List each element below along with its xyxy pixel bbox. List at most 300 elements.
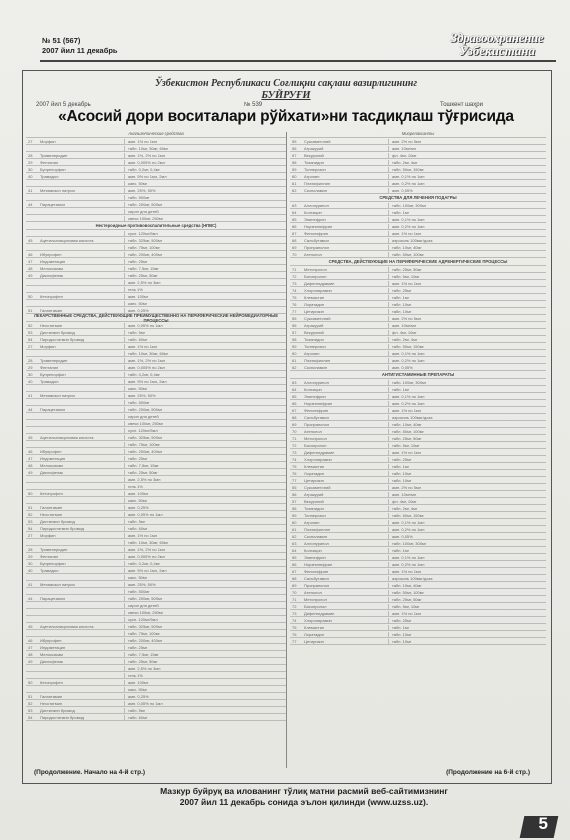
drug-form: табл. 100мг, 300мг (388, 203, 546, 208)
row-number: 74 (292, 287, 297, 293)
table-row (26, 385, 286, 392)
drug-name: Морфин (40, 532, 56, 538)
drug-name: Норэпинефрин (304, 400, 333, 406)
drug-name: Векуроний (304, 152, 324, 158)
table-row (26, 413, 286, 420)
row-number: 46 (28, 637, 33, 643)
drug-form: амп. 0,05% (388, 365, 546, 370)
row-number: 41 (28, 187, 33, 193)
table-row (290, 442, 546, 449)
row-number: 70 (292, 251, 297, 257)
drug-form: табл. 5мг (124, 519, 286, 524)
drug-form: амп. 0,2% по 1мл (388, 224, 546, 229)
drug-form: аэрозоль 100мкг/доза (388, 415, 546, 420)
drug-form: свечи 100мг, 250мг (124, 610, 286, 615)
drug-form: амп. 5% по 1мл, 2мл (124, 568, 286, 573)
row-number: 40 (28, 173, 33, 179)
drug-form: амп. 1% по 1мл (124, 533, 286, 538)
footer-notice (120, 786, 488, 808)
drug-form: табл. 10мг (388, 478, 546, 483)
drug-form: амп. 1%, 2% по 1мл (124, 547, 286, 552)
drug-form: амп. 100мг (124, 491, 286, 496)
section-heading: ЛЕКАРСТВЕННЫЕ СРЕДСТВА, ДЕЙСТВУЮЩИЕ ПРЕИМУЩЕСТВЕННО НА ПЕРИФЕРИЧЕСКИЕ НЕЙРОМЕДИАТОРНЫЕ ПРОЦЕССЫ (26, 314, 286, 322)
drug-form: амп. 0,2% по 1мл (388, 527, 546, 532)
drug-form: амп. 0,005% по 2мл (124, 160, 286, 165)
row-number: 30 (28, 166, 33, 172)
table-row (290, 484, 546, 491)
drug-form: табл. 0,2мг, 0,4мг (124, 372, 286, 377)
drug-form: табл. 500мг (124, 195, 286, 200)
table-row (26, 180, 286, 187)
drug-name: Бупренорфин (40, 560, 66, 566)
drug-form: табл. 5мг, 10мг (388, 604, 546, 609)
drug-form: амп. 1% по 1мл (388, 611, 546, 616)
table-row (26, 595, 286, 602)
drug-name: Цетиризин (304, 308, 324, 314)
drug-form: табл. 10мг, 40мг (388, 245, 546, 250)
row-number: 65 (292, 393, 297, 399)
table-row (290, 301, 546, 308)
drug-name: Фентанил (40, 159, 59, 165)
table-row (26, 336, 286, 343)
table-row (290, 617, 546, 624)
table-row (290, 435, 546, 442)
drug-name: Диклофенак (40, 658, 64, 664)
drug-name: Лоратадин (304, 631, 324, 637)
table-row (290, 230, 546, 237)
drug-form: амп. 10мг/мл (388, 492, 546, 497)
drug-name: Фентанил (40, 364, 59, 370)
row-number: 53 (28, 518, 33, 524)
row-number: 52 (28, 700, 33, 706)
table-row (290, 610, 546, 617)
table-row (26, 455, 286, 462)
row-number: 46 (28, 448, 33, 454)
drug-form: гель 1% (124, 287, 286, 292)
drug-form: табл. 5мг (124, 708, 286, 713)
drug-form: амп. 0,05% по 1мл (124, 701, 286, 706)
newspaper-logo (434, 30, 560, 59)
table-row (290, 456, 546, 463)
drug-form: табл. 25мг, 50мг (124, 273, 286, 278)
drug-form: табл. 10мг, 40мг (388, 583, 546, 588)
drug-form: амп. 2% по 5мл (388, 316, 546, 321)
table-row (26, 244, 286, 251)
drug-name: Норэпинефрин (304, 223, 333, 229)
drug-form: табл. 200мг, 500мг (124, 407, 286, 412)
footer-line-2: 2007 йил 11 декабрь сонида эълон қилинди (www.uzss.uz). (179, 797, 429, 807)
table-row (26, 630, 286, 637)
row-number: 56 (292, 491, 297, 497)
table-row (26, 329, 286, 336)
row-number: 46 (28, 251, 33, 257)
row-number: 53 (28, 329, 33, 335)
table-row (290, 533, 546, 540)
row-number: 49 (28, 469, 33, 475)
left-drug-table (26, 130, 286, 721)
drug-form: табл. 0,2мг, 0,4мг (124, 167, 286, 172)
table-row (26, 448, 286, 455)
drug-form: табл. 50мг, 100мг (388, 252, 546, 257)
table-row (290, 512, 546, 519)
drug-form: гель 1% (124, 484, 286, 489)
drug-name: Дистигмин бромид (40, 518, 75, 524)
row-number: 68 (292, 414, 297, 420)
drug-name: Скополамин (304, 187, 327, 193)
row-number: 70 (292, 589, 297, 595)
table-row (26, 406, 286, 413)
table-row (290, 428, 546, 435)
row-number: 53 (28, 707, 33, 713)
drug-form: капс. 50мг (124, 687, 286, 692)
drug-name: Кетопрофен (40, 490, 63, 496)
drug-form: капс. 50мг (124, 386, 286, 391)
drug-form: табл. 25мг, 50мг (124, 470, 286, 475)
document-title: «Асосий дори воситалари рўйхати»ни тасдиқлаш тўғрисида (58, 108, 514, 125)
row-number: 29 (28, 553, 33, 559)
drug-form: амп. 0,1% по 1мл (388, 217, 546, 222)
row-number: 59 (292, 166, 297, 172)
table-row (26, 616, 286, 623)
drug-name: Ацетилсалициловая кислота (40, 237, 94, 243)
table-row (290, 393, 546, 400)
row-number: 59 (292, 512, 297, 518)
row-number: 66 (292, 561, 297, 567)
drug-name: Клемастин (304, 624, 325, 630)
table-row (26, 497, 286, 504)
drug-form: амп. 2,5% по 3мл (124, 666, 286, 671)
drug-form: табл. 60мг (124, 526, 286, 531)
page-number: 5 (538, 814, 548, 833)
drug-name: Пропранолол (304, 582, 330, 588)
drug-form: табл. 1мг (388, 387, 546, 392)
drug-form: табл. 25мг, 50мг (124, 659, 286, 664)
drug-form: фл. 4мг, 10мг (388, 153, 546, 158)
drug-name: Суксаметоний (304, 315, 331, 321)
drug-form: капс. 50мг (124, 301, 286, 306)
drug-form: табл. 500мг (124, 400, 286, 405)
table-row (290, 414, 546, 421)
row-number: 64 (292, 547, 297, 553)
table-row (26, 546, 286, 553)
section-heading: СРЕДСТВА, ДЕЙСТВУЮЩИЕ НА ПЕРИФЕРИЧЕСКИЕ АДРЕНЕРГИЧЕСКИЕ ПРОЦЕССЫ (290, 258, 546, 266)
issue-number: № 51 (567) (42, 36, 81, 45)
table-row (290, 145, 546, 152)
table-row (290, 379, 546, 386)
table-row (290, 350, 546, 357)
table-row (290, 421, 546, 428)
row-number: 65 (292, 216, 297, 222)
drug-name: Парацетамол (40, 406, 66, 412)
table-row (26, 272, 286, 279)
drug-name: Колхицин (304, 209, 322, 215)
table-row (290, 159, 546, 166)
row-number: 73 (292, 280, 297, 286)
drug-form: амп. 1% по 1мл (388, 231, 546, 236)
drug-form: табл. 10мг (388, 309, 546, 314)
table-row (290, 491, 546, 498)
table-row (26, 251, 286, 258)
table-row (26, 159, 286, 166)
table-row (26, 714, 286, 721)
row-number: 59 (292, 343, 297, 349)
table-row (26, 265, 286, 272)
drug-form: амп. 1% по 1мл (388, 569, 546, 574)
drug-name: Тримеперидин (40, 546, 68, 552)
table-row (290, 138, 546, 145)
drug-form: табл. 10мг, 30мг, 60мг (124, 540, 286, 545)
drug-name: Пиридостигмин бромид (40, 525, 85, 531)
drug-name: Ибупрофен (40, 448, 62, 454)
drug-form: амп. 0,1% по 1мл (388, 174, 546, 179)
drug-name: Парацетамол (40, 201, 66, 207)
table-row (290, 498, 546, 505)
table-row (290, 322, 546, 329)
drug-name: Метамизол натрия (40, 187, 75, 193)
drug-name: Бупренорфин (40, 371, 66, 377)
drug-name: Неостигмин (40, 700, 63, 706)
drug-name: Платифиллин (304, 526, 331, 532)
row-number: 77 (292, 638, 297, 644)
drug-form: амп. 0,05% (388, 534, 546, 539)
row-number: 77 (292, 308, 297, 314)
drug-name: Тизанидин (304, 336, 324, 342)
drug-form: амп. 2,5% по 3мл (124, 280, 286, 285)
row-number: 73 (292, 610, 297, 616)
drug-name: Морфин (40, 343, 56, 349)
footer-line-1: Мазкур буйруқ ва илованинг тўлиқ матни расмий веб-сайтимизнинг (160, 786, 448, 796)
table-row (26, 427, 286, 434)
row-number: 44 (28, 201, 33, 207)
drug-name: Индометацин (40, 644, 66, 650)
table-row (26, 574, 286, 581)
drug-form: табл. 25мг (388, 288, 546, 293)
table-row (290, 237, 546, 244)
drug-form: табл. 50мг, 100мг (388, 590, 546, 595)
drug-form: амп. 0,2% по 1мл (388, 562, 546, 567)
row-number: 71 (292, 266, 297, 272)
row-number: 50 (28, 293, 33, 299)
drug-name: Дифенгидрамин (304, 610, 335, 616)
drug-name: Платифиллин (304, 180, 331, 186)
drug-form: табл. 7,5мг, 15мг (124, 652, 286, 657)
drug-name: Колхицин (304, 547, 322, 553)
drug-form: табл. 325мг, 500мг (124, 238, 286, 243)
table-row (26, 693, 286, 700)
row-number: 57 (292, 498, 297, 504)
drug-name: Метопролол (304, 266, 327, 272)
drug-form: амп. 1% по 1мл (388, 450, 546, 455)
row-number: 29 (28, 159, 33, 165)
row-number: 77 (292, 477, 297, 483)
drug-name: Тизанидин (304, 159, 324, 165)
drug-name: Дистигмин бромид (40, 707, 75, 713)
drug-form: амп. 1% по 1мл (388, 281, 546, 286)
drug-name: Мелоксикам (40, 651, 63, 657)
row-number: 62 (292, 187, 297, 193)
drug-name: Суксаметоний (304, 484, 331, 490)
drug-form: табл. 10мг (388, 632, 546, 637)
drug-name: Атропин (304, 350, 320, 356)
table-row (290, 251, 546, 258)
table-row (26, 201, 286, 208)
table-row (26, 707, 286, 714)
row-number: 52 (28, 511, 33, 517)
table-row (26, 322, 286, 329)
table-row (26, 651, 286, 658)
row-number: 52 (28, 322, 33, 328)
drug-name: Пиридостигмин бромид (40, 714, 85, 720)
drug-form: табл. 2мг, 4мг (388, 506, 546, 511)
drug-form: табл. 100мг, 300мг (388, 380, 546, 385)
drug-form: табл. 10мг, 30мг, 60мг (124, 146, 286, 151)
row-number: 75 (292, 624, 297, 630)
drug-name: Метамизол натрия (40, 392, 75, 398)
drug-name: Дифенгидрамин (304, 449, 335, 455)
row-number: 41 (28, 581, 33, 587)
drug-form: амп. 0,1% по 1мл (388, 351, 546, 356)
drug-name: Суксаметоний (304, 138, 331, 144)
issue-header (42, 36, 118, 56)
drug-form: амп. 5% по 1мл, 2мл (124, 379, 286, 384)
table-row (26, 230, 286, 237)
drug-form: табл. 10мг, 30мг, 60мг (124, 351, 286, 356)
right-drug-table (290, 130, 546, 645)
drug-name: Атракурий (304, 322, 324, 328)
table-row (290, 280, 546, 287)
table-row (290, 400, 546, 407)
row-number: 67 (292, 407, 297, 413)
table-row (290, 575, 546, 582)
row-number: 28 (28, 546, 33, 552)
row-number: 54 (28, 525, 33, 531)
table-row (290, 364, 546, 371)
table-row (290, 568, 546, 575)
drug-form: амп. 1% по 1мл (388, 408, 546, 413)
table-row (290, 477, 546, 484)
table-row (26, 145, 286, 152)
drug-name: Неостигмин (40, 511, 63, 517)
drug-name: Метопролол (304, 435, 327, 441)
column-divider (286, 132, 287, 768)
row-number: 74 (292, 456, 297, 462)
drug-form: табл. 200мг, 400мг (124, 449, 286, 454)
table-row (26, 504, 286, 511)
drug-name: Сальбутамол (304, 414, 330, 420)
drug-name: Фенилэфрин (304, 568, 329, 574)
table-row (290, 386, 546, 393)
drug-form: амп. 25%, 50% (124, 188, 286, 193)
drug-form: амп. 0,25% (124, 505, 286, 510)
drug-name: Трамадол (40, 378, 59, 384)
table-row (26, 293, 286, 300)
table-row (26, 658, 286, 665)
table-row (26, 208, 286, 215)
drug-form: табл. 500мг (124, 589, 286, 594)
section-heading: АНТИГИСТАМИННЫЕ ПРЕПАРАТЫ (290, 371, 546, 379)
table-row (290, 589, 546, 596)
row-number: 60 (292, 173, 297, 179)
drug-form: табл. 100мг, 300мг (388, 541, 546, 546)
row-number: 69 (292, 421, 297, 427)
row-number: 63 (292, 379, 297, 385)
table-row (290, 223, 546, 230)
drug-form: табл. 7,5мг, 15мг (124, 266, 286, 271)
row-number: 55 (292, 315, 297, 321)
drug-form: табл. 5мг, 10мг (388, 443, 546, 448)
drug-name: Дистигмин бромид (40, 329, 75, 335)
drug-form: сироп для детей (124, 603, 286, 608)
order-number: № 539 (244, 102, 263, 108)
drug-name: Фенилэфрин (304, 407, 329, 413)
row-number: 27 (28, 343, 33, 349)
table-row (26, 350, 286, 357)
drug-form: гель 1% (124, 673, 286, 678)
drug-form: амп. 0,1% по 1мл (388, 520, 546, 525)
drug-name: Бисопролол (304, 603, 327, 609)
row-number: 71 (292, 596, 297, 602)
drug-name: Ибупрофен (40, 251, 62, 257)
row-number: 69 (292, 244, 297, 250)
drug-name: Индометацин (40, 258, 66, 264)
drug-form: табл. 25мг (388, 457, 546, 462)
drug-name: Аллопуринол (304, 379, 329, 385)
drug-name: Диклофенак (40, 272, 64, 278)
row-number: 40 (28, 567, 33, 573)
drug-form: табл. 50мг, 150мг (388, 513, 546, 518)
row-number: 67 (292, 568, 297, 574)
table-row (26, 665, 286, 672)
drug-form: табл. 75мг, 100мг (124, 442, 286, 447)
drug-form: свечи 100мг, 250мг (124, 421, 286, 426)
drug-form: табл. 25мг, 50мг (388, 597, 546, 602)
row-number: 28 (28, 357, 33, 363)
drug-name: Векуроний (304, 498, 324, 504)
row-number: 63 (292, 202, 297, 208)
order-city: Тошкент шаҳри (440, 102, 483, 108)
row-number: 47 (28, 258, 33, 264)
drug-form: свечи 100мг, 250мг (124, 216, 286, 221)
drug-name: Атракурий (304, 145, 324, 151)
table-row (26, 686, 286, 693)
drug-form: табл. 1мг (388, 210, 546, 215)
drug-form: табл. 25мг (388, 618, 546, 623)
table-row (290, 603, 546, 610)
row-number: 57 (292, 329, 297, 335)
table-row (290, 152, 546, 159)
row-number: 76 (292, 470, 297, 476)
drug-form: амп. 1% по 1мл (124, 139, 286, 144)
table-row (26, 567, 286, 574)
table-row (290, 173, 546, 180)
row-number: 44 (28, 406, 33, 412)
table-row (290, 287, 546, 294)
drug-form: амп. 0,05% (388, 188, 546, 193)
drug-form: сусп. 120мг/5мл (124, 617, 286, 622)
continuation-from: (Продолжение. Начало на 4-й стр.) (34, 769, 146, 776)
drug-form: амп. 1%, 2% по 1мл (124, 358, 286, 363)
drug-form: сироп для детей (124, 414, 286, 419)
section-heading: Нестероидные противовоспалительные средства (НПВС) (26, 222, 286, 230)
drug-name: Галантамин (40, 693, 63, 699)
drug-form: табл. 2мг, 4мг (388, 160, 546, 165)
table-row (26, 194, 286, 201)
table-row (26, 623, 286, 630)
drug-name: Эпинефрин (304, 554, 326, 560)
table-row (290, 547, 546, 554)
drug-name: Ибупрофен (40, 637, 62, 643)
drug-name: Атенолол (304, 428, 322, 434)
